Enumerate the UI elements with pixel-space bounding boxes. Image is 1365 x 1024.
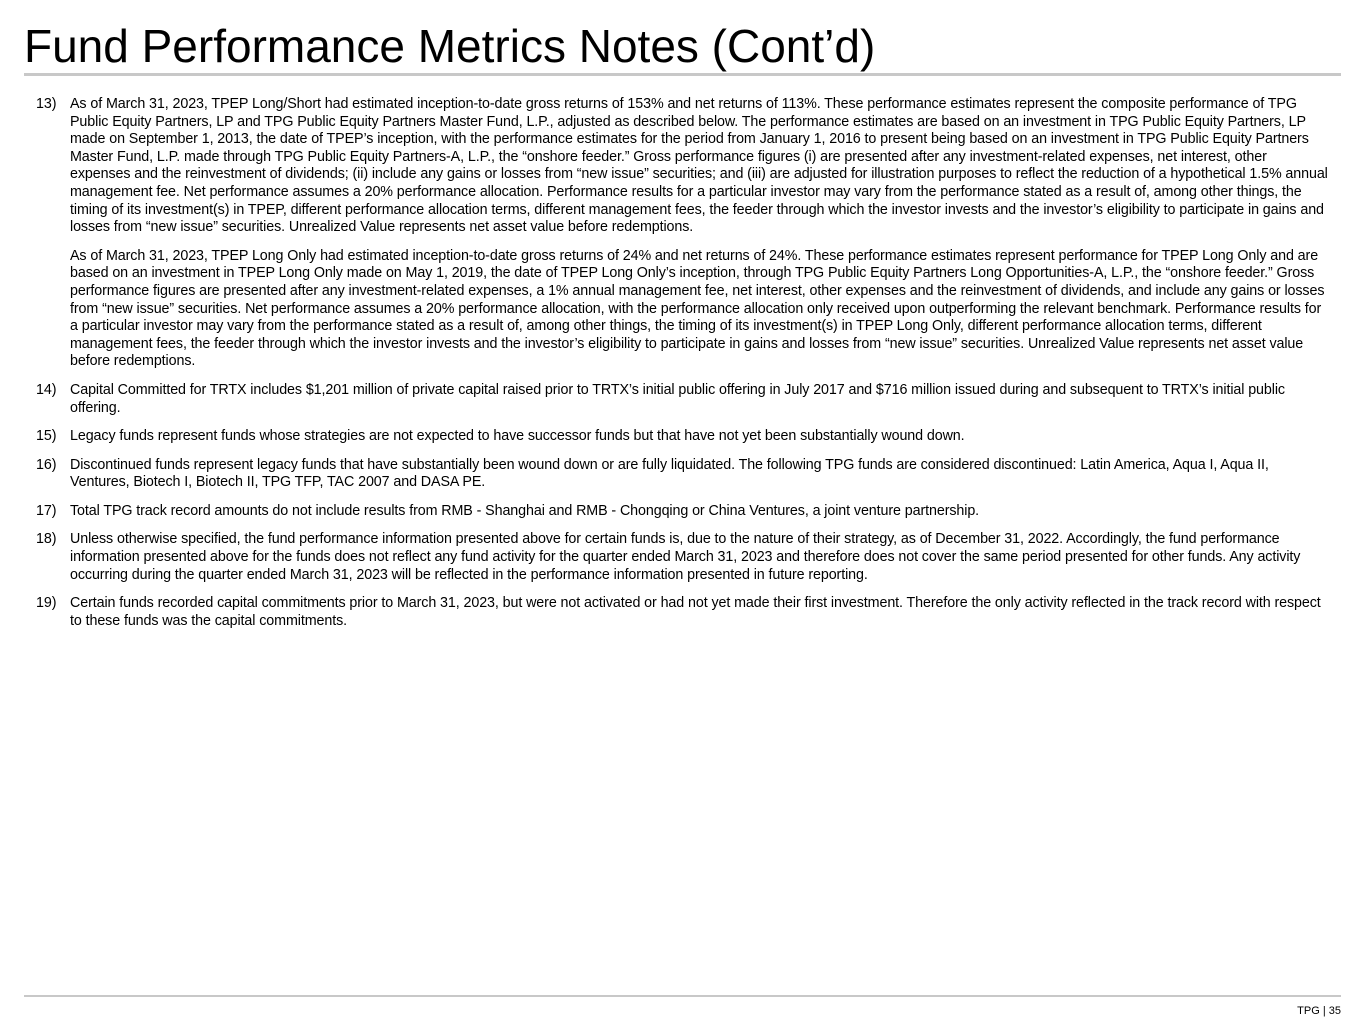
note-body <box>70 96 1328 371</box>
note-paragraph: Capital Committed for TRTX includes $1,201 million of private capital raised prior to TRTX’s initial public offering in July 2017 and $716 million issued during and subsequent to TRTX’s initial public offering. <box>70 381 1285 416</box>
note-body <box>70 382 1328 417</box>
note-number: 19) <box>36 595 57 612</box>
page-title: Fund Performance Metrics Notes (Cont’d) <box>24 20 876 72</box>
note-paragraph: Discontinued funds represent legacy funds that have substantially been wound down or are fully liquidated. The following TPG funds are considered discontinued: Latin America, Aqua I, Aqua II, Ventures, Biotech I, Biotech II, TPG TFP, TAC 2007 and DASA PE. <box>70 456 1269 491</box>
title-divider <box>24 73 1341 76</box>
note-19 <box>24 595 1328 630</box>
note-13 <box>24 96 1328 371</box>
note-number: 16) <box>36 456 57 473</box>
note-number: 18) <box>36 531 57 548</box>
note-body <box>70 503 1328 521</box>
note-body <box>70 428 1328 446</box>
note-16 <box>24 457 1328 492</box>
note-paragraph: As of March 31, 2023, TPEP Long/Short had estimated inception-to-date gross returns of 153% and net returns of 113%. These performance estimates represent the composite performance of TPG Public Equity Partners, LP and TPG Public Equity Partners Master Fund, L.P., adjusted as described below. The performance estimates are based on an investment in TPG Public Equity Partners, LP made on September 1, 2013, the date of TPEP’s inception, with the performance estimates for the period from January 1, 2016 to present being based on an investment in TPG Public Equity Partners Master Fund, L.P. made through TPG Public Equity Partners-A, L.P., the “onshore feeder.” Gross performance figures (i) are presented after any investment-related expenses, net interest, other expenses and the reinvestment of dividends; (ii) include any gains or losses from “new issue” securities; and (iii) are adjusted for illustration purposes to reflect the reduction of a hypothetical 1.5% annual management fee. Net performance assumes a 20% performance allocation. Performance results for a particular investor may vary from the performance stated as a result of, among other things, the timing of its investment(s) in TPEP, different performance allocation terms, different management fees, the feeder through which the investor invests and the investor’s eligibility to participate in gains and losses from “new issue” securities. Unrealized Value represents net asset value before redemptions. <box>70 96 1328 236</box>
page-footer: TPG | 35 <box>1297 1005 1341 1017</box>
note-paragraph: Total TPG track record amounts do not include results from RMB - Shanghai and RMB - Chongqing or China Ventures, a joint venture partnership. <box>70 502 980 519</box>
note-body <box>70 531 1328 584</box>
note-paragraph: Certain funds recorded capital commitments prior to March 31, 2023, but were not activated or had not yet made their first investment. Therefore the only activity reflected in the track record with respect to these funds was the capital commitments. <box>70 595 1321 629</box>
note-paragraph: Unless otherwise specified, the fund performance information presented above for certain funds is, due to the nature of their strategy, as of December 31, 2022. Accordingly, the fund performance information presented above for the funds does not reflect any fund activity for the quarter ended March 31, 2023 and therefore does not cover the same period presented for other funds. Any activity occurring during the quarter ended March 31, 2023 will be reflected in the performance information presented in future reporting. <box>70 531 1301 583</box>
note-17 <box>24 503 1328 521</box>
note-15 <box>24 428 1328 446</box>
note-18 <box>24 531 1328 584</box>
note-paragraph: Legacy funds represent funds whose strategies are not expected to have successor funds but that have not yet been substantially wound down. <box>70 428 965 445</box>
note-body <box>70 595 1328 630</box>
note-number: 17) <box>36 502 57 519</box>
note-number: 15) <box>36 428 57 445</box>
notes-list <box>24 96 1328 641</box>
footer-divider <box>24 995 1341 997</box>
note-number: 14) <box>36 381 57 398</box>
note-number: 13) <box>36 96 57 112</box>
note-paragraph: As of March 31, 2023, TPEP Long Only had estimated inception-to-date gross returns of 24% and net returns of 24%. These performance estimates represent performance for TPEP Long Only and are based on an investment in TPEP Long Only made on May 1, 2019, the date of TPEP Long Only’s inception, through TPG Public Equity Partners Long Opportunities-A, L.P., the “onshore feeder.” Gross performance figures are presented after any investment-related expenses, a 1% annual management fee, net interest, other expenses and the reinvestment of dividends, and include any gains or losses from “new issue” securities. Net performance assumes a 20% performance allocation, with the performance allocation only received upon outperforming the relevant benchmark. Performance results for a particular investor may vary from the performance stated as a result of, among other things, the timing of its investment(s) in TPEP Long Only, different performance allocation terms, different management fees, the feeder through which the investor invests and the investor’s eligibility to participate in gains and losses from “new issue” securities. Unrealized Value represents net asset value before redemptions. <box>70 247 1325 370</box>
note-14 <box>24 382 1328 417</box>
note-body <box>70 457 1328 492</box>
